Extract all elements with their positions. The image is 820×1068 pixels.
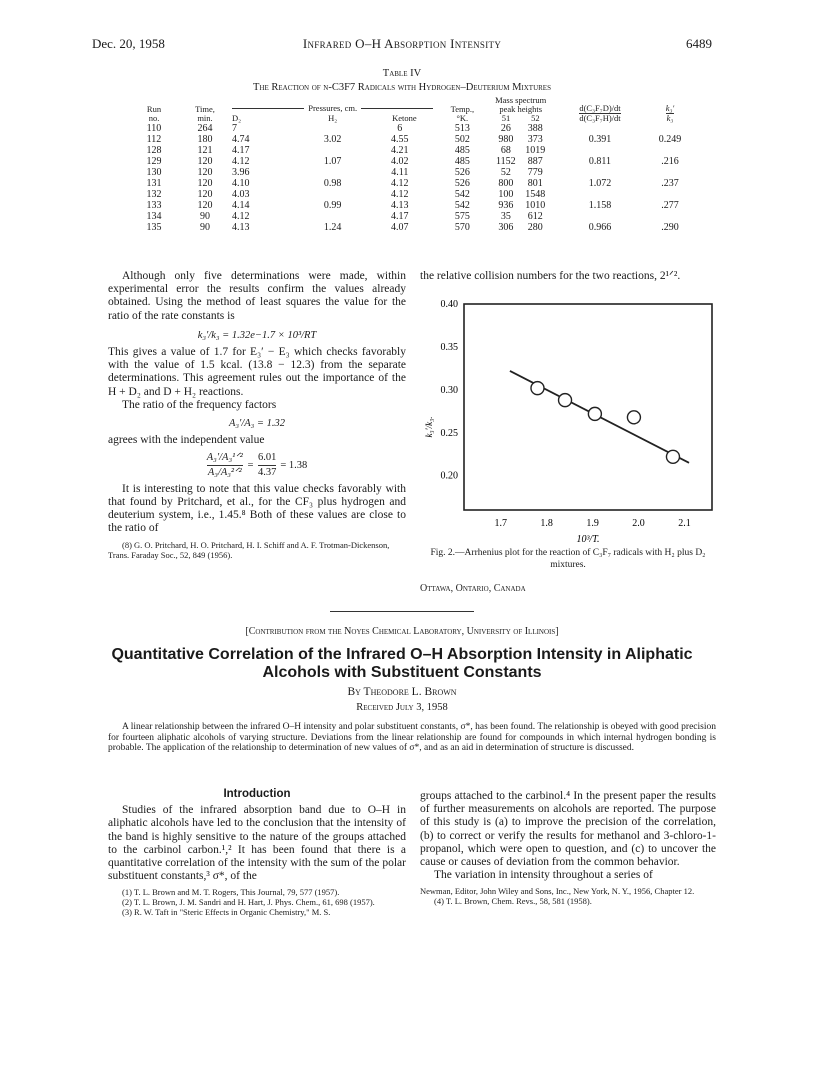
table-cell: 1.072 [588, 178, 612, 189]
y-tick-label: 0.35 [440, 341, 458, 353]
footnotes [420, 886, 716, 906]
table-cell: 4.07 [391, 222, 409, 233]
y-tick-label: 0.40 [440, 299, 458, 310]
plot-frame [464, 304, 712, 510]
table-cell: 180 [197, 134, 213, 145]
paragraph: The variation in intensity throughout a series of [434, 869, 653, 882]
table-cell: 800 [498, 178, 514, 189]
y-tick-label: 0.30 [440, 384, 458, 396]
table-cell: 1152 [496, 156, 516, 167]
table-cell: 131 [146, 178, 162, 189]
paragraph: groups attached to the carbinol.⁴ In the present paper the results of further measurements on alcohols are reported. The purpose of this study is (a) to improve the precision of the correlation, (b) to correct or verify the results for methanol and 3-chloro-1-propanol, which were open to question, and (c) to uncover the cause or causes of deviation from the common behavior. [420, 790, 716, 869]
table-cell: 128 [146, 145, 162, 156]
data-point [588, 407, 601, 420]
table-cell [650, 211, 690, 222]
table-cell: 4.17 [232, 145, 250, 156]
table-cell: 570 [454, 222, 470, 233]
table-cell: 575 [454, 211, 470, 222]
table-cell: 388 [527, 123, 543, 134]
table-cell: 0.811 [588, 156, 612, 167]
article-title: Quantitative Correlation of the Infrared O–H Absorption Intensity in Aliphatic Alcohols with Substituent Constants [111, 646, 693, 681]
table-cell: 120 [197, 156, 213, 167]
footnote-4: (4) T. L. Brown, Chem. Revs., 58, 581 (1958). [434, 896, 592, 907]
footnote-3: (3) R. W. Taft in "Steric Effects in Organic Chemistry," M. S. [122, 907, 331, 918]
data-point [627, 411, 640, 424]
table-cell: 52 [500, 167, 511, 178]
byline: By Theodore L. Brown [347, 686, 457, 698]
table-cell: 134 [146, 211, 162, 222]
table-cell: 887 [527, 156, 543, 167]
author-location: Ottawa, Ontario, Canada [420, 583, 526, 594]
running-header [92, 36, 712, 52]
table-cell: 120 [197, 200, 213, 211]
table-cell: 90 [200, 211, 210, 222]
footnote-3-continued: Newman, Editor, John Wiley and Sons, Inc., New York, N. Y., 1956, Chapter 12. [420, 886, 695, 897]
table-cell: 0.99 [323, 200, 342, 211]
table-cell: 3.96 [232, 167, 250, 178]
table-cell [299, 189, 366, 200]
table-row [130, 167, 690, 178]
table-cell [550, 211, 650, 222]
header-date: Dec. 20, 1958 [92, 36, 165, 51]
x-tick-label: 2.0 [632, 518, 645, 529]
table-cell: 280 [527, 222, 543, 233]
table-cell [550, 123, 650, 134]
table-cell: 801 [527, 178, 543, 189]
th-mass: Mass spectrum peak heights 51 52 [495, 95, 547, 123]
data-point [531, 382, 544, 395]
table-cell: 1019 [525, 145, 546, 156]
table-row [130, 211, 690, 222]
table-cell: .290 [661, 222, 679, 233]
table-cell: 4.10 [232, 178, 250, 189]
received-date: Received July 3, 1958 [356, 702, 448, 713]
table-cell: 0.391 [588, 134, 612, 145]
table-cell [550, 167, 650, 178]
table-cell: 100 [498, 189, 514, 200]
table-cell: 4.74 [232, 134, 250, 145]
th-time: Time, min. [195, 104, 215, 123]
table-cell: 26 [500, 123, 511, 134]
table-cell: 373 [527, 134, 543, 145]
th-ratio: d(C₃F₇D)/dt d(C₃F₇H)/dt [579, 103, 621, 123]
table-cell: 4.11 [391, 167, 409, 178]
table-cell: 3.02 [323, 134, 342, 145]
table-cell: 7 [232, 123, 237, 134]
table-cell: 129 [146, 156, 162, 167]
table-cell: 1548 [525, 189, 546, 200]
table-cell [650, 189, 690, 200]
arrhenius-chart [420, 296, 716, 545]
table-cell: 4.12 [232, 156, 250, 167]
data-point [666, 450, 679, 463]
th-temp: Temp., °K. [450, 104, 475, 123]
table-cell: 612 [527, 211, 543, 222]
y-axis-label: k₃′/k₃. [424, 416, 434, 438]
paragraph: The ratio of the frequency factors [122, 398, 277, 411]
header-title: Infrared O–H Absorption Intensity [302, 36, 502, 51]
table-row [130, 134, 690, 145]
table-cell: 1.07 [323, 156, 342, 167]
table-row [130, 189, 690, 200]
table-row [130, 200, 690, 211]
table-cell: 0.249 [658, 134, 682, 145]
table-row [130, 178, 690, 189]
y-tick-label: 0.20 [440, 470, 458, 482]
paragraph: Studies of the infrared absorption band due to O–H in aliphatic alcohols have led to the conclusion that the intensity of the band is highly sensitive to the nature of the groups attached to the carbinol carbon.¹,² It has been found that there is a quantitative correlation of the intensity with the sum of the polar substituent constants,³ σ*, of the [108, 804, 406, 883]
table-cell: 35 [500, 211, 511, 222]
table-cell: 1.158 [588, 200, 612, 211]
table-cell: 121 [197, 145, 213, 156]
table-cell: 112 [146, 134, 162, 145]
table-cell: 4.12 [391, 178, 409, 189]
data-point [559, 394, 572, 407]
table-row [130, 123, 690, 134]
table-cell: 120 [197, 167, 213, 178]
table-cell: 502 [454, 134, 470, 145]
table-cell: 4.13 [391, 200, 409, 211]
table-row [130, 222, 690, 233]
table-cell [299, 145, 366, 156]
table-cell: 526 [454, 167, 470, 178]
table-cell: .216 [661, 156, 679, 167]
abstract: A linear relationship between the infrared O–H intensity and polar substituent constants, σ*, has been found. The relationship is obeyed with good precision for fourteen aliphatic alcohols of varying structure. Deviations from the linear relationship are found for compounds in which internal hydrogen bonding is probable. The application of the relationship to determination of new values of σ*, and as an aid in determination of structure is discussed. [108, 722, 716, 754]
equation-3: A₃′/A₃¹ᐟ² A₃/A₃²ᐟ² = $\frac{6.01}{4.37}$ = 1.38 [206, 452, 308, 478]
footnote-2: (2) T. L. Brown, J. M. Sandri and H. Hart, J. Phys. Chem., 61, 698 (1957). [122, 897, 375, 908]
table-cell: 542 [454, 189, 470, 200]
header-page-number: 6489 [686, 36, 712, 51]
table-cell [299, 123, 366, 134]
intro-left-column [108, 788, 406, 917]
table-cell: 4.21 [391, 145, 409, 156]
table-cell: 120 [197, 189, 213, 200]
table-cell: 779 [527, 167, 543, 178]
table-cell: .277 [661, 200, 679, 211]
table-cell: 135 [146, 222, 162, 233]
th-run: Run no. [146, 104, 162, 123]
table-cell [550, 189, 650, 200]
table-cell: 110 [146, 123, 162, 134]
table-cell: 264 [197, 123, 213, 134]
table-cell: 68 [500, 145, 511, 156]
footnotes [108, 887, 406, 917]
footnote-8: (8) G. O. Pritchard, H. O. Pritchard, H. I. Schiff and A. F. Trotman-Dickenson, Trans. Faraday Soc., 52, 849 (1956). [108, 539, 390, 560]
table-cell: 6 [397, 123, 403, 134]
figure-caption: Fig. 2.—Arrhenius plot for the reaction of C₃F₇ radicals with H₂ plus D₂ mixtures. [430, 548, 706, 570]
table-cell: 0.98 [323, 178, 342, 189]
table-cell: 132 [146, 189, 162, 200]
intro-heading: Introduction [223, 788, 291, 800]
table-cell: 526 [454, 178, 470, 189]
table-cell: 4.12 [232, 211, 250, 222]
table-cell [650, 145, 690, 156]
table-cell: 120 [197, 178, 213, 189]
table-cell: 485 [454, 156, 470, 167]
equation-1: k₃′/k₃ = 1.32e−1.7 × 10³/RT [197, 329, 317, 341]
table-cell [650, 123, 690, 134]
table-cell: .237 [661, 178, 679, 189]
y-tick-label: 0.25 [440, 427, 458, 439]
table-caption: The Reaction of n-C3F7 Radicals with Hydrogen–Deuterium Mixtures [253, 82, 551, 93]
table-cell: 4.02 [391, 156, 409, 167]
paragraph: the relative collision numbers for the two reactions, 2¹ᐟ². [420, 270, 681, 282]
table-body [130, 123, 690, 233]
table-cell [650, 167, 690, 178]
footnote-1: (1) T. L. Brown and M. T. Rogers, This Journal, 79, 577 (1957). [122, 887, 340, 898]
right-column-upper [420, 270, 716, 283]
table-cell: 1.24 [323, 222, 342, 233]
left-column-upper [108, 270, 406, 560]
table-cell: 485 [454, 145, 470, 156]
table-row [130, 156, 690, 167]
x-tick-label: 2.1 [678, 518, 691, 529]
table-cell: 513 [454, 123, 470, 134]
table-cell: 130 [146, 167, 162, 178]
table-cell [550, 145, 650, 156]
table-cell: 90 [200, 222, 210, 233]
table-cell: 4.12 [391, 189, 409, 200]
divider [330, 611, 474, 612]
paragraph: This gives a value of 1.7 for E₃′ − E₃ which checks favorably with the value of 1.5 kcal. (13.8 − 12.3) from the separate determinations. This agreement rules out the importance of the H + D₂ and D + H₂ reactions. [108, 346, 406, 398]
table-cell: 4.17 [391, 211, 409, 222]
table-cell: 4.55 [391, 134, 409, 145]
data-table [130, 96, 690, 233]
table-cell: 0.966 [588, 222, 612, 233]
paragraph: It is interesting to note that this value checks favorably with that found by Pritchard, et al., for the CF₃ plus hydrogen and deuterium system, i.e., 1.45.⁸ Both of these values are close to the ratio of [108, 482, 406, 535]
table-cell: 4.13 [232, 222, 250, 233]
table-cell: 4.03 [232, 189, 250, 200]
table-cell: 306 [498, 222, 514, 233]
table-cell [299, 167, 366, 178]
x-tick-label: 1.7 [494, 518, 507, 529]
table-cell: 133 [146, 200, 162, 211]
table-cell: 4.14 [232, 200, 250, 211]
x-tick-label: 1.9 [586, 518, 599, 529]
x-axis-label: 10³/T. [576, 534, 600, 545]
contribution-line: [Contribution from the Noyes Chemical Laboratory, University of Illinois] [245, 626, 559, 637]
intro-right-column [420, 790, 716, 906]
th-pressures: Pressures, cm. D₂ H₂ Ketone [232, 96, 433, 123]
equation-2: A₃′/A₃ = 1.32 [228, 418, 286, 430]
paragraph: Although only five determinations were made, within experimental error the results confirm the values already obtained. Using the method of least squares the value for the ratio of the rate constants is [108, 270, 406, 322]
paragraph: agrees with the independent value [108, 434, 265, 447]
table-cell: 1010 [525, 200, 546, 211]
table-cell: 936 [498, 200, 514, 211]
table-cell [299, 211, 366, 222]
table-cell: 542 [454, 200, 470, 211]
table-row [130, 145, 690, 156]
x-tick-label: 1.8 [540, 518, 553, 529]
table-cell: 980 [498, 134, 514, 145]
th-k: k₃′ k₃ [665, 103, 675, 123]
table-label: Table IV [382, 68, 422, 79]
